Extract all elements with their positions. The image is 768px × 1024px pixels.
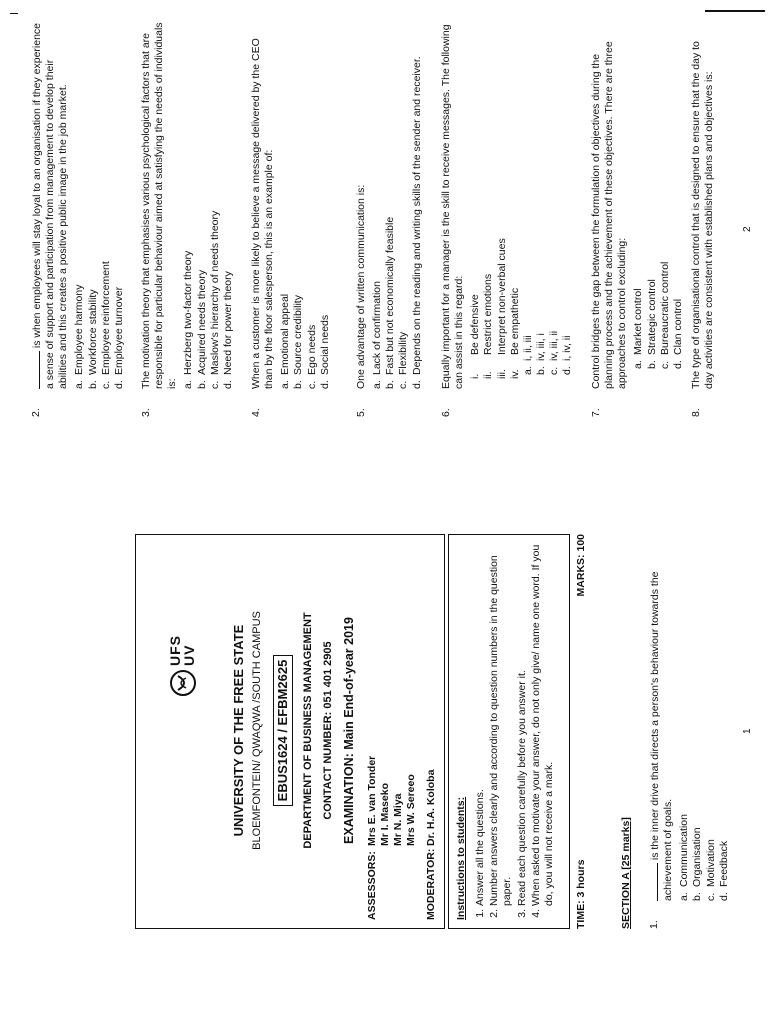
question-number: 3. — [140, 408, 152, 417]
assessors-label: ASSESSORS: — [366, 851, 378, 920]
option: a. i, ii, iii — [521, 335, 534, 375]
moderator-row — [425, 540, 438, 920]
logo-text: UFS UV — [167, 635, 197, 666]
scan-mark — [705, 11, 765, 13]
option: b. Strategic control — [645, 279, 658, 369]
option: a. Communication — [678, 814, 691, 901]
option: c. Bureaucratic control — [658, 261, 671, 369]
answer-blank — [648, 863, 658, 901]
question-1 — [648, 534, 731, 929]
option: d. Social needs — [318, 314, 331, 389]
question-8 — [690, 22, 719, 417]
option: b. Organisation — [691, 827, 704, 901]
question-text: When a customer is more likely to believe a message delivered by the CEO than by the floor salesperson, this is an example of: — [250, 38, 276, 389]
option: c. Maslow's hierarchy of needs theory — [208, 210, 221, 389]
options-list — [678, 534, 731, 901]
question-2 — [30, 22, 126, 417]
moderator-label: MODERATOR: — [424, 848, 437, 920]
scan-mark — [10, 13, 18, 14]
option: a. Herzberg two-factor theory — [182, 250, 195, 389]
assessor-name: Mr I. Maseko — [379, 782, 392, 846]
university-name: UNIVERSITY OF THE FREE STATE — [231, 624, 246, 837]
instruction-item: 3. Read each question carefully before you answer it. — [516, 543, 529, 906]
question-3 — [140, 22, 235, 417]
question-5 — [355, 22, 424, 417]
ufs-logo — [168, 628, 204, 698]
option: d. i, iv, ii — [561, 335, 574, 375]
instructions-list — [474, 543, 556, 920]
instruction-item: 2. Number answers clearly and according to question numbers in the question paper. — [488, 543, 514, 906]
question-number: 6. — [440, 408, 452, 417]
statement: i. Be defensive — [469, 294, 482, 379]
department-name: DEPARTMENT OF BUSINESS MANAGEMENT — [302, 612, 314, 849]
question-7 — [590, 22, 685, 417]
option: d. Need for power theory — [221, 271, 234, 389]
question-text: The type of organisational control that is designed to ensure that the day to day activities are consistent with established plans and objectives is: — [690, 41, 716, 389]
option: b. Workforce stability — [86, 289, 99, 389]
question-number: 4. — [250, 408, 262, 417]
exam-marks: MARKS: 100 — [575, 534, 587, 597]
option: c. Flexibility — [397, 331, 410, 389]
options-list — [632, 22, 685, 389]
options-list — [73, 22, 126, 389]
page-number: 2 — [742, 226, 753, 232]
option: a. Market control — [632, 288, 645, 369]
campus-name: BLOEMFONTEIN/ QWAQWA /SOUTH CAMPUS — [251, 611, 263, 850]
question-number: 8. — [690, 408, 702, 417]
staff-info — [366, 540, 438, 920]
question-6 — [440, 22, 574, 417]
option: d. Employee turnover — [112, 286, 125, 389]
page-number: 1 — [742, 728, 753, 734]
options-list — [371, 22, 424, 389]
question-number: 2. — [30, 408, 42, 417]
option: b. Source credibility — [292, 295, 305, 389]
section-a-title: SECTION A [25 marks] — [620, 817, 632, 929]
options-list — [279, 22, 332, 389]
question-number: 7. — [590, 408, 602, 417]
option: a. Lack of confirmation — [371, 281, 384, 389]
assessors-row — [366, 540, 419, 920]
option: c. Employee reinforcement — [99, 261, 112, 389]
options-list — [522, 22, 575, 389]
examination-title: EXAMINATION: Main End-of-year 2019 — [342, 617, 356, 844]
option: d. Feedback — [717, 840, 730, 901]
question-4 — [250, 22, 332, 417]
answer-blank — [30, 351, 40, 389]
contact-number: CONTACT NUMBER: 051 401 2905 — [322, 641, 334, 820]
option: c. Motivation — [704, 839, 717, 901]
time-marks-row — [575, 534, 588, 929]
ufs-emblem-icon — [168, 668, 198, 698]
option: b. iv, iii, i — [534, 333, 547, 375]
assessor-name: Mrs W. Sereeo — [405, 774, 418, 846]
statement: iii. Interpret non-verbal cues — [495, 238, 508, 379]
instructions-title: Instructions to students: — [455, 796, 467, 920]
option: c. iv, iii, ii — [548, 330, 560, 375]
option: b. Fast but not economically feasible — [384, 216, 397, 389]
question-text: is the inner drive that directs a person's behaviour towards the achievement of goals. — [649, 571, 675, 901]
option: c. Ego needs — [305, 324, 318, 389]
module-codes: EBUS1624 / EFBM2625 — [273, 655, 293, 807]
options-list — [182, 22, 235, 389]
option: b. Acquired needs theory — [195, 269, 208, 389]
instructions-box — [448, 534, 570, 929]
question-number: 5. — [355, 408, 367, 417]
question-text: Control bridges the gap between the formulation of objectives during the planning process and the achievement of these objectives. There are three approaches to control excluding: — [590, 41, 629, 389]
statement: ii. Restrict emotions — [482, 273, 495, 379]
option: d. Clan control — [671, 298, 684, 369]
question-text: is when employees will stay loyal to an organisation if they experience a sense of support and participation from management to develop their abilities and this creates a positive public image in the job market. — [31, 22, 70, 389]
exam-header-box — [135, 534, 445, 929]
option: a. Employee harmony — [73, 284, 86, 389]
page-1 — [0, 512, 768, 1024]
option: a. Emotional appeal — [279, 293, 292, 389]
option: d. Depends on the reading and writing skills of the sender and receiver. — [410, 56, 423, 389]
question-text: One advantage of written communication is: — [355, 184, 367, 389]
instruction-item: 4. When asked to motivate your answer, do not only give/ name one word. If you do, you will not receive a mark. — [530, 543, 556, 906]
roman-list — [469, 22, 522, 389]
question-text: Equally important for a manager is the skill to receive messages. The following can assist in this regard: — [440, 24, 466, 389]
question-number: 1. — [648, 920, 660, 929]
question-text: The motivation theory that emphasises various psychological factors that are responsible for particular behaviour aimed at satisfying the needs of individuals is: — [140, 22, 179, 389]
statement: iv. Be empathetic — [508, 287, 521, 379]
instruction-item: 1. Answer all the questions. — [474, 543, 487, 906]
moderator-name: Dr. H.A. Koloba — [424, 769, 437, 846]
assessor-name: Mr N. Miya — [392, 793, 405, 846]
exam-time: TIME: 3 hours — [575, 859, 587, 929]
assessor-name: Mrs E. van Tonder — [366, 755, 378, 846]
